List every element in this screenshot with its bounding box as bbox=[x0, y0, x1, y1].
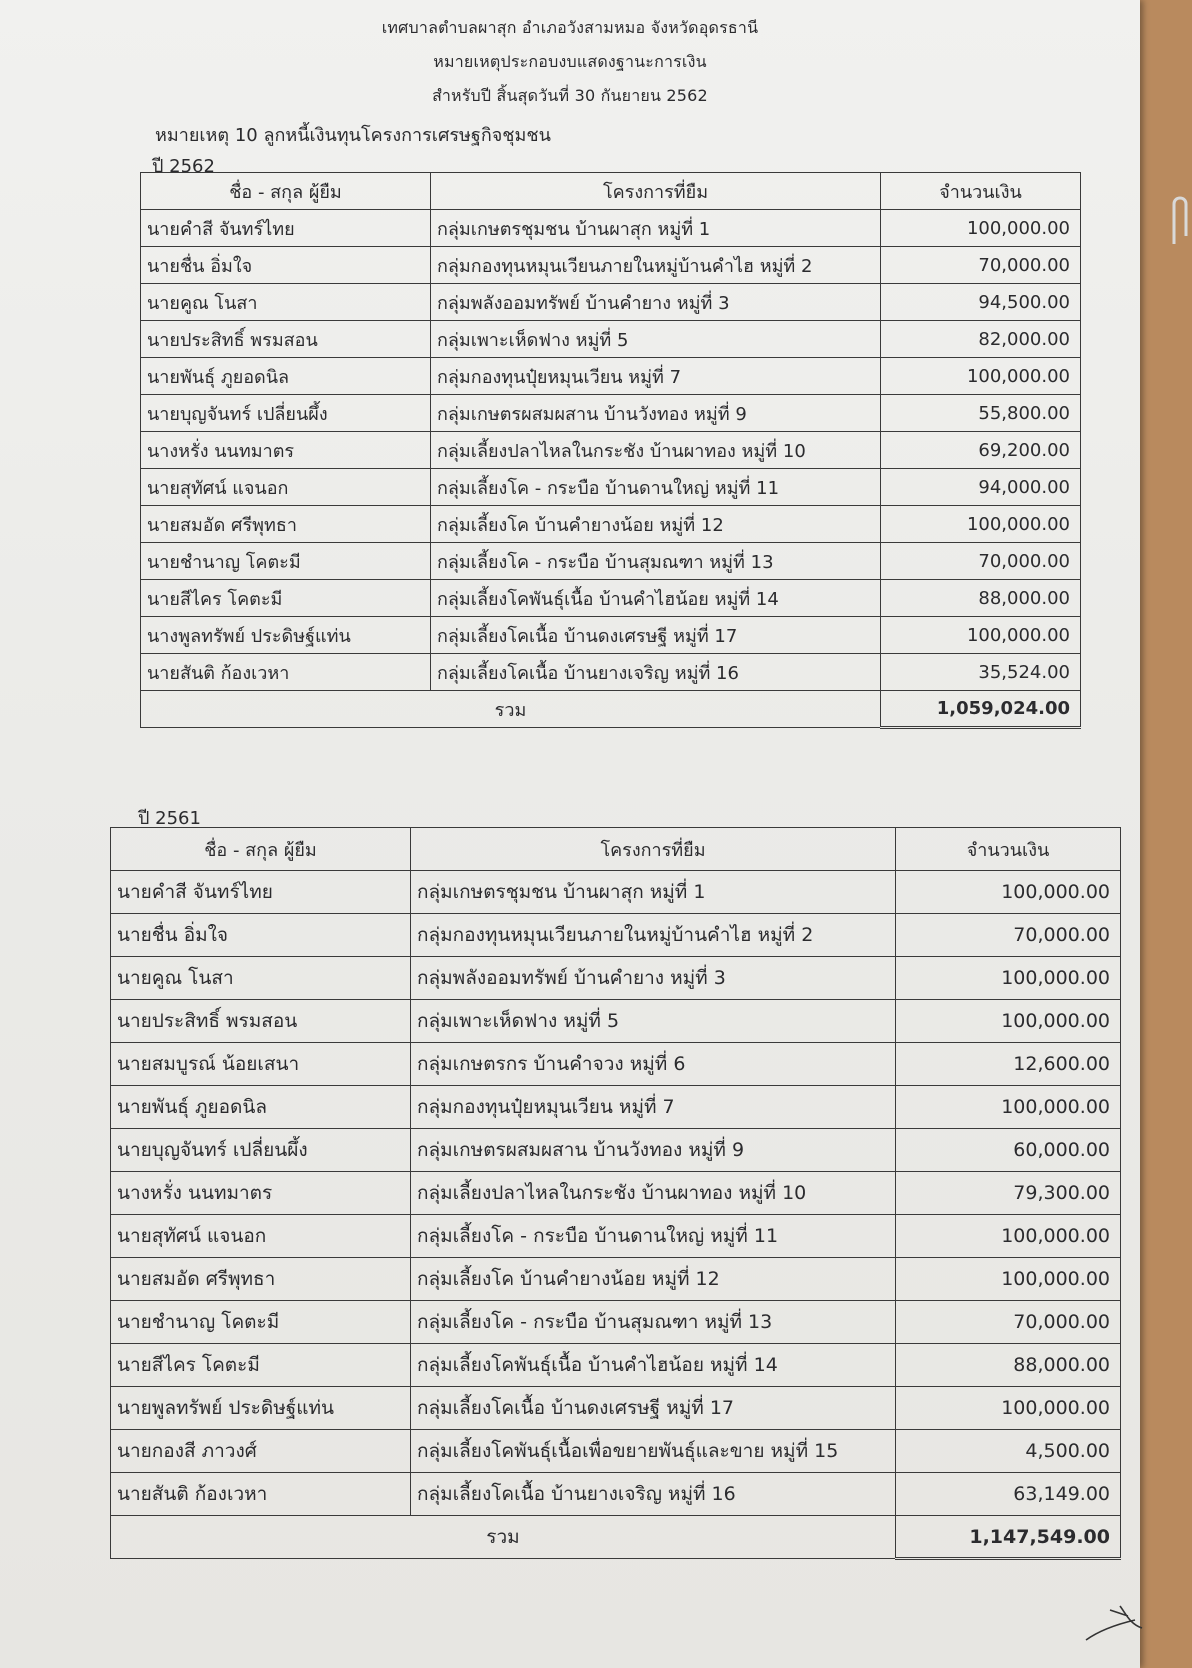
project-name: กลุ่มเพาะเห็ดฟาง หมู่ที่ 5 bbox=[411, 1000, 896, 1043]
loan-table-2561 bbox=[110, 827, 1121, 1560]
borrower-name: นายคำสี จันทร์ไทย bbox=[111, 871, 411, 914]
project-name: กลุ่มเลี้ยงโคเนื้อ บ้านดงเศรษฐี หมู่ที่ 17 bbox=[411, 1387, 896, 1430]
table-row bbox=[141, 506, 1081, 543]
total-row bbox=[111, 1516, 1121, 1559]
table-row bbox=[141, 469, 1081, 506]
loan-amount: 88,000.00 bbox=[881, 580, 1081, 617]
borrower-name: นายพันธุ์ ภูยอดนิล bbox=[141, 358, 431, 395]
loan-amount: 70,000.00 bbox=[881, 543, 1081, 580]
project-name: กลุ่มเกษตรชุมชน บ้านผาสุก หมู่ที่ 1 bbox=[411, 871, 896, 914]
project-name: กลุ่มเลี้ยงโคพันธุ์เนื้อ บ้านคำไฮน้อย หมู่ที่ 14 bbox=[411, 1344, 896, 1387]
table-row bbox=[111, 1000, 1121, 1043]
table-header-row bbox=[141, 173, 1081, 210]
borrower-name: นายบุญจันทร์ เปลี่ยนผึ้ง bbox=[111, 1129, 411, 1172]
project-name: กลุ่มเลี้ยงโค บ้านคำยางน้อย หมู่ที่ 12 bbox=[411, 1258, 896, 1301]
table-row bbox=[111, 1043, 1121, 1086]
borrower-name: นายสันติ ก้องเวหา bbox=[141, 654, 431, 691]
borrower-name: นายประสิทธิ์ พรมสอน bbox=[111, 1000, 411, 1043]
borrower-name: นายบุญจันทร์ เปลี่ยนผึ้ง bbox=[141, 395, 431, 432]
loan-amount: 100,000.00 bbox=[881, 617, 1081, 654]
loan-amount: 4,500.00 bbox=[896, 1430, 1121, 1473]
loan-amount: 79,300.00 bbox=[896, 1172, 1121, 1215]
loan-amount: 35,524.00 bbox=[881, 654, 1081, 691]
header-organization: เทศบาลตำบลผาสุก อำเภอวังสามหมอ จังหวัดอุดรธานี bbox=[381, 18, 759, 37]
total-label: รวม bbox=[111, 1516, 896, 1559]
table-row bbox=[111, 1086, 1121, 1129]
borrower-name: นางหรั่ง นนทมาตร bbox=[111, 1172, 411, 1215]
paper-clip-icon bbox=[1170, 192, 1192, 252]
loan-amount: 100,000.00 bbox=[881, 210, 1081, 247]
loan-amount: 88,000.00 bbox=[896, 1344, 1121, 1387]
borrower-name: นายคูณ โนสา bbox=[111, 957, 411, 1000]
project-name: กลุ่มเลี้ยงปลาไหลในกระชัง บ้านผาทอง หมู่ที่ 10 bbox=[431, 432, 881, 469]
loan-amount: 70,000.00 bbox=[896, 1301, 1121, 1344]
total-amount: 1,147,549.00 bbox=[896, 1516, 1121, 1559]
loan-amount: 70,000.00 bbox=[896, 914, 1121, 957]
loan-amount: 55,800.00 bbox=[881, 395, 1081, 432]
loan-amount: 100,000.00 bbox=[896, 1387, 1121, 1430]
table-row bbox=[111, 1430, 1121, 1473]
project-name: กลุ่มเกษตรผสมผสาน บ้านวังทอง หมู่ที่ 9 bbox=[431, 395, 881, 432]
column-header-project: โครงการที่ยืม bbox=[431, 173, 881, 210]
total-label: รวม bbox=[141, 691, 881, 728]
loan-amount: 100,000.00 bbox=[881, 506, 1081, 543]
loan-amount: 100,000.00 bbox=[896, 1258, 1121, 1301]
loan-amount: 82,000.00 bbox=[881, 321, 1081, 358]
borrower-name: นายประสิทธิ์ พรมสอน bbox=[141, 321, 431, 358]
header-statement-title: หมายเหตุประกอบงบแสดงฐานะการเงิน bbox=[433, 52, 707, 71]
table-row bbox=[111, 1215, 1121, 1258]
loan-amount: 12,600.00 bbox=[896, 1043, 1121, 1086]
total-row bbox=[141, 691, 1081, 728]
table-row bbox=[141, 210, 1081, 247]
borrower-name: นายสมบูรณ์ น้อยเสนา bbox=[111, 1043, 411, 1086]
table-row bbox=[111, 957, 1121, 1000]
borrower-name: นางหรั่ง นนทมาตร bbox=[141, 432, 431, 469]
table-row bbox=[111, 914, 1121, 957]
project-name: กลุ่มพลังออมทรัพย์ บ้านคำยาง หมู่ที่ 3 bbox=[411, 957, 896, 1000]
table-row bbox=[111, 1387, 1121, 1430]
signature-mark bbox=[1080, 1590, 1150, 1650]
header-period: สำหรับปี สิ้นสุดวันที่ 30 กันยายน 2562 bbox=[432, 86, 708, 105]
table-row bbox=[141, 580, 1081, 617]
loan-amount: 100,000.00 bbox=[896, 1000, 1121, 1043]
borrower-name: นายชำนาญ โคตะมี bbox=[141, 543, 431, 580]
borrower-name: นายชื่น อิ่มใจ bbox=[141, 247, 431, 284]
table-row bbox=[111, 1301, 1121, 1344]
column-header-name: ชื่อ - สกุล ผู้ยืม bbox=[111, 828, 411, 871]
project-name: กลุ่มเลี้ยงปลาไหลในกระชัง บ้านผาทอง หมู่ที่ 10 bbox=[411, 1172, 896, 1215]
loan-amount: 100,000.00 bbox=[896, 1086, 1121, 1129]
borrower-name: นายชำนาญ โคตะมี bbox=[111, 1301, 411, 1344]
table-row bbox=[141, 284, 1081, 321]
project-name: กลุ่มพลังออมทรัพย์ บ้านคำยาง หมู่ที่ 3 bbox=[431, 284, 881, 321]
project-name: กลุ่มเลี้ยงโค - กระบือ บ้านดานใหญ่ หมู่ที่ 11 bbox=[431, 469, 881, 506]
table-header-row bbox=[111, 828, 1121, 871]
borrower-name: นายพูลทรัพย์ ประดิษฐ์แท่น bbox=[111, 1387, 411, 1430]
project-name: กลุ่มกองทุนปุ๋ยหมุนเวียน หมู่ที่ 7 bbox=[431, 358, 881, 395]
borrower-name: นายสุทัศน์ แจนอก bbox=[111, 1215, 411, 1258]
loan-amount: 100,000.00 bbox=[896, 957, 1121, 1000]
borrower-name: นายพันธุ์ ภูยอดนิล bbox=[111, 1086, 411, 1129]
table-row bbox=[111, 1344, 1121, 1387]
borrower-name: นายสมอัด ศรีพุทธา bbox=[141, 506, 431, 543]
borrower-name: นายชื่น อิ่มใจ bbox=[111, 914, 411, 957]
project-name: กลุ่มเกษตรกร บ้านคำจวง หมู่ที่ 6 bbox=[411, 1043, 896, 1086]
borrower-name: นายสมอัด ศรีพุทธา bbox=[111, 1258, 411, 1301]
loan-amount: 94,500.00 bbox=[881, 284, 1081, 321]
loan-amount: 94,000.00 bbox=[881, 469, 1081, 506]
project-name: กลุ่มเกษตรผสมผสาน บ้านวังทอง หมู่ที่ 9 bbox=[411, 1129, 896, 1172]
table-row bbox=[141, 321, 1081, 358]
loan-amount: 60,000.00 bbox=[896, 1129, 1121, 1172]
table-row bbox=[111, 1473, 1121, 1516]
borrower-name: นายสุทัศน์ แจนอก bbox=[141, 469, 431, 506]
loan-amount: 70,000.00 bbox=[881, 247, 1081, 284]
project-name: กลุ่มเลี้ยงโคเนื้อ บ้านดงเศรษฐี หมู่ที่ 17 bbox=[431, 617, 881, 654]
note-title: หมายเหตุ 10 ลูกหนี้เงินทุนโครงการเศรษฐกิจชุมชน bbox=[155, 125, 551, 146]
loan-amount: 100,000.00 bbox=[896, 871, 1121, 914]
loan-amount: 63,149.00 bbox=[896, 1473, 1121, 1516]
project-name: กลุ่มเลี้ยงโค - กระบือ บ้านดานใหญ่ หมู่ที่ 11 bbox=[411, 1215, 896, 1258]
year-2562-label: ปี 2562 bbox=[152, 156, 215, 177]
project-name: กลุ่มกองทุนปุ๋ยหมุนเวียน หมู่ที่ 7 bbox=[411, 1086, 896, 1129]
project-name: กลุ่มกองทุนหมุนเวียนภายในหมู่บ้านคำไฮ หมู่ที่ 2 bbox=[431, 247, 881, 284]
loan-amount: 100,000.00 bbox=[881, 358, 1081, 395]
project-name: กลุ่มเกษตรชุมชน บ้านผาสุก หมู่ที่ 1 bbox=[431, 210, 881, 247]
table-row bbox=[141, 617, 1081, 654]
borrower-name: นายคูณ โนสา bbox=[141, 284, 431, 321]
table-row bbox=[141, 395, 1081, 432]
project-name: กลุ่มเพาะเห็ดฟาง หมู่ที่ 5 bbox=[431, 321, 881, 358]
loan-table-2562 bbox=[140, 172, 1081, 729]
table-row bbox=[111, 1258, 1121, 1301]
project-name: กลุ่มเลี้ยงโคพันธุ์เนื้อ บ้านคำไฮน้อย หมู่ที่ 14 bbox=[431, 580, 881, 617]
borrower-name: นายคำสี จันทร์ไทย bbox=[141, 210, 431, 247]
column-header-name: ชื่อ - สกุล ผู้ยืม bbox=[141, 173, 431, 210]
total-amount: 1,059,024.00 bbox=[881, 691, 1081, 728]
project-name: กลุ่มเลี้ยงโคเนื้อ บ้านยางเจริญ หมู่ที่ 16 bbox=[411, 1473, 896, 1516]
project-name: กลุ่มกองทุนหมุนเวียนภายในหมู่บ้านคำไฮ หมู่ที่ 2 bbox=[411, 914, 896, 957]
table-row bbox=[111, 1129, 1121, 1172]
borrower-name: นายสีไคร โคตะมี bbox=[141, 580, 431, 617]
table-row bbox=[141, 543, 1081, 580]
borrower-name: นายกองสี ภาวงศ์ bbox=[111, 1430, 411, 1473]
table-row bbox=[141, 358, 1081, 395]
table-row bbox=[111, 871, 1121, 914]
loan-amount: 100,000.00 bbox=[896, 1215, 1121, 1258]
project-name: กลุ่มเลี้ยงโค บ้านคำยางน้อย หมู่ที่ 12 bbox=[431, 506, 881, 543]
table-row bbox=[141, 247, 1081, 284]
project-name: กลุ่มเลี้ยงโค - กระบือ บ้านสุมณฑา หมู่ที่ 13 bbox=[431, 543, 881, 580]
column-header-amount: จำนวนเงิน bbox=[896, 828, 1121, 871]
borrower-name: นางพูลทรัพย์ ประดิษฐ์แท่น bbox=[141, 617, 431, 654]
table-row bbox=[141, 432, 1081, 469]
column-header-project: โครงการที่ยืม bbox=[411, 828, 896, 871]
project-name: กลุ่มเลี้ยงโคเนื้อ บ้านยางเจริญ หมู่ที่ 16 bbox=[431, 654, 881, 691]
project-name: กลุ่มเลี้ยงโคพันธุ์เนื้อเพื่อขยายพันธุ์และขาย หมู่ที่ 15 bbox=[411, 1430, 896, 1473]
column-header-amount: จำนวนเงิน bbox=[881, 173, 1081, 210]
year-2561-label: ปี 2561 bbox=[138, 808, 201, 829]
project-name: กลุ่มเลี้ยงโค - กระบือ บ้านสุมณฑา หมู่ที่ 13 bbox=[411, 1301, 896, 1344]
table-row bbox=[111, 1172, 1121, 1215]
borrower-name: นายสันติ ก้องเวหา bbox=[111, 1473, 411, 1516]
table-row bbox=[141, 654, 1081, 691]
loan-amount: 69,200.00 bbox=[881, 432, 1081, 469]
borrower-name: นายสีไคร โคตะมี bbox=[111, 1344, 411, 1387]
